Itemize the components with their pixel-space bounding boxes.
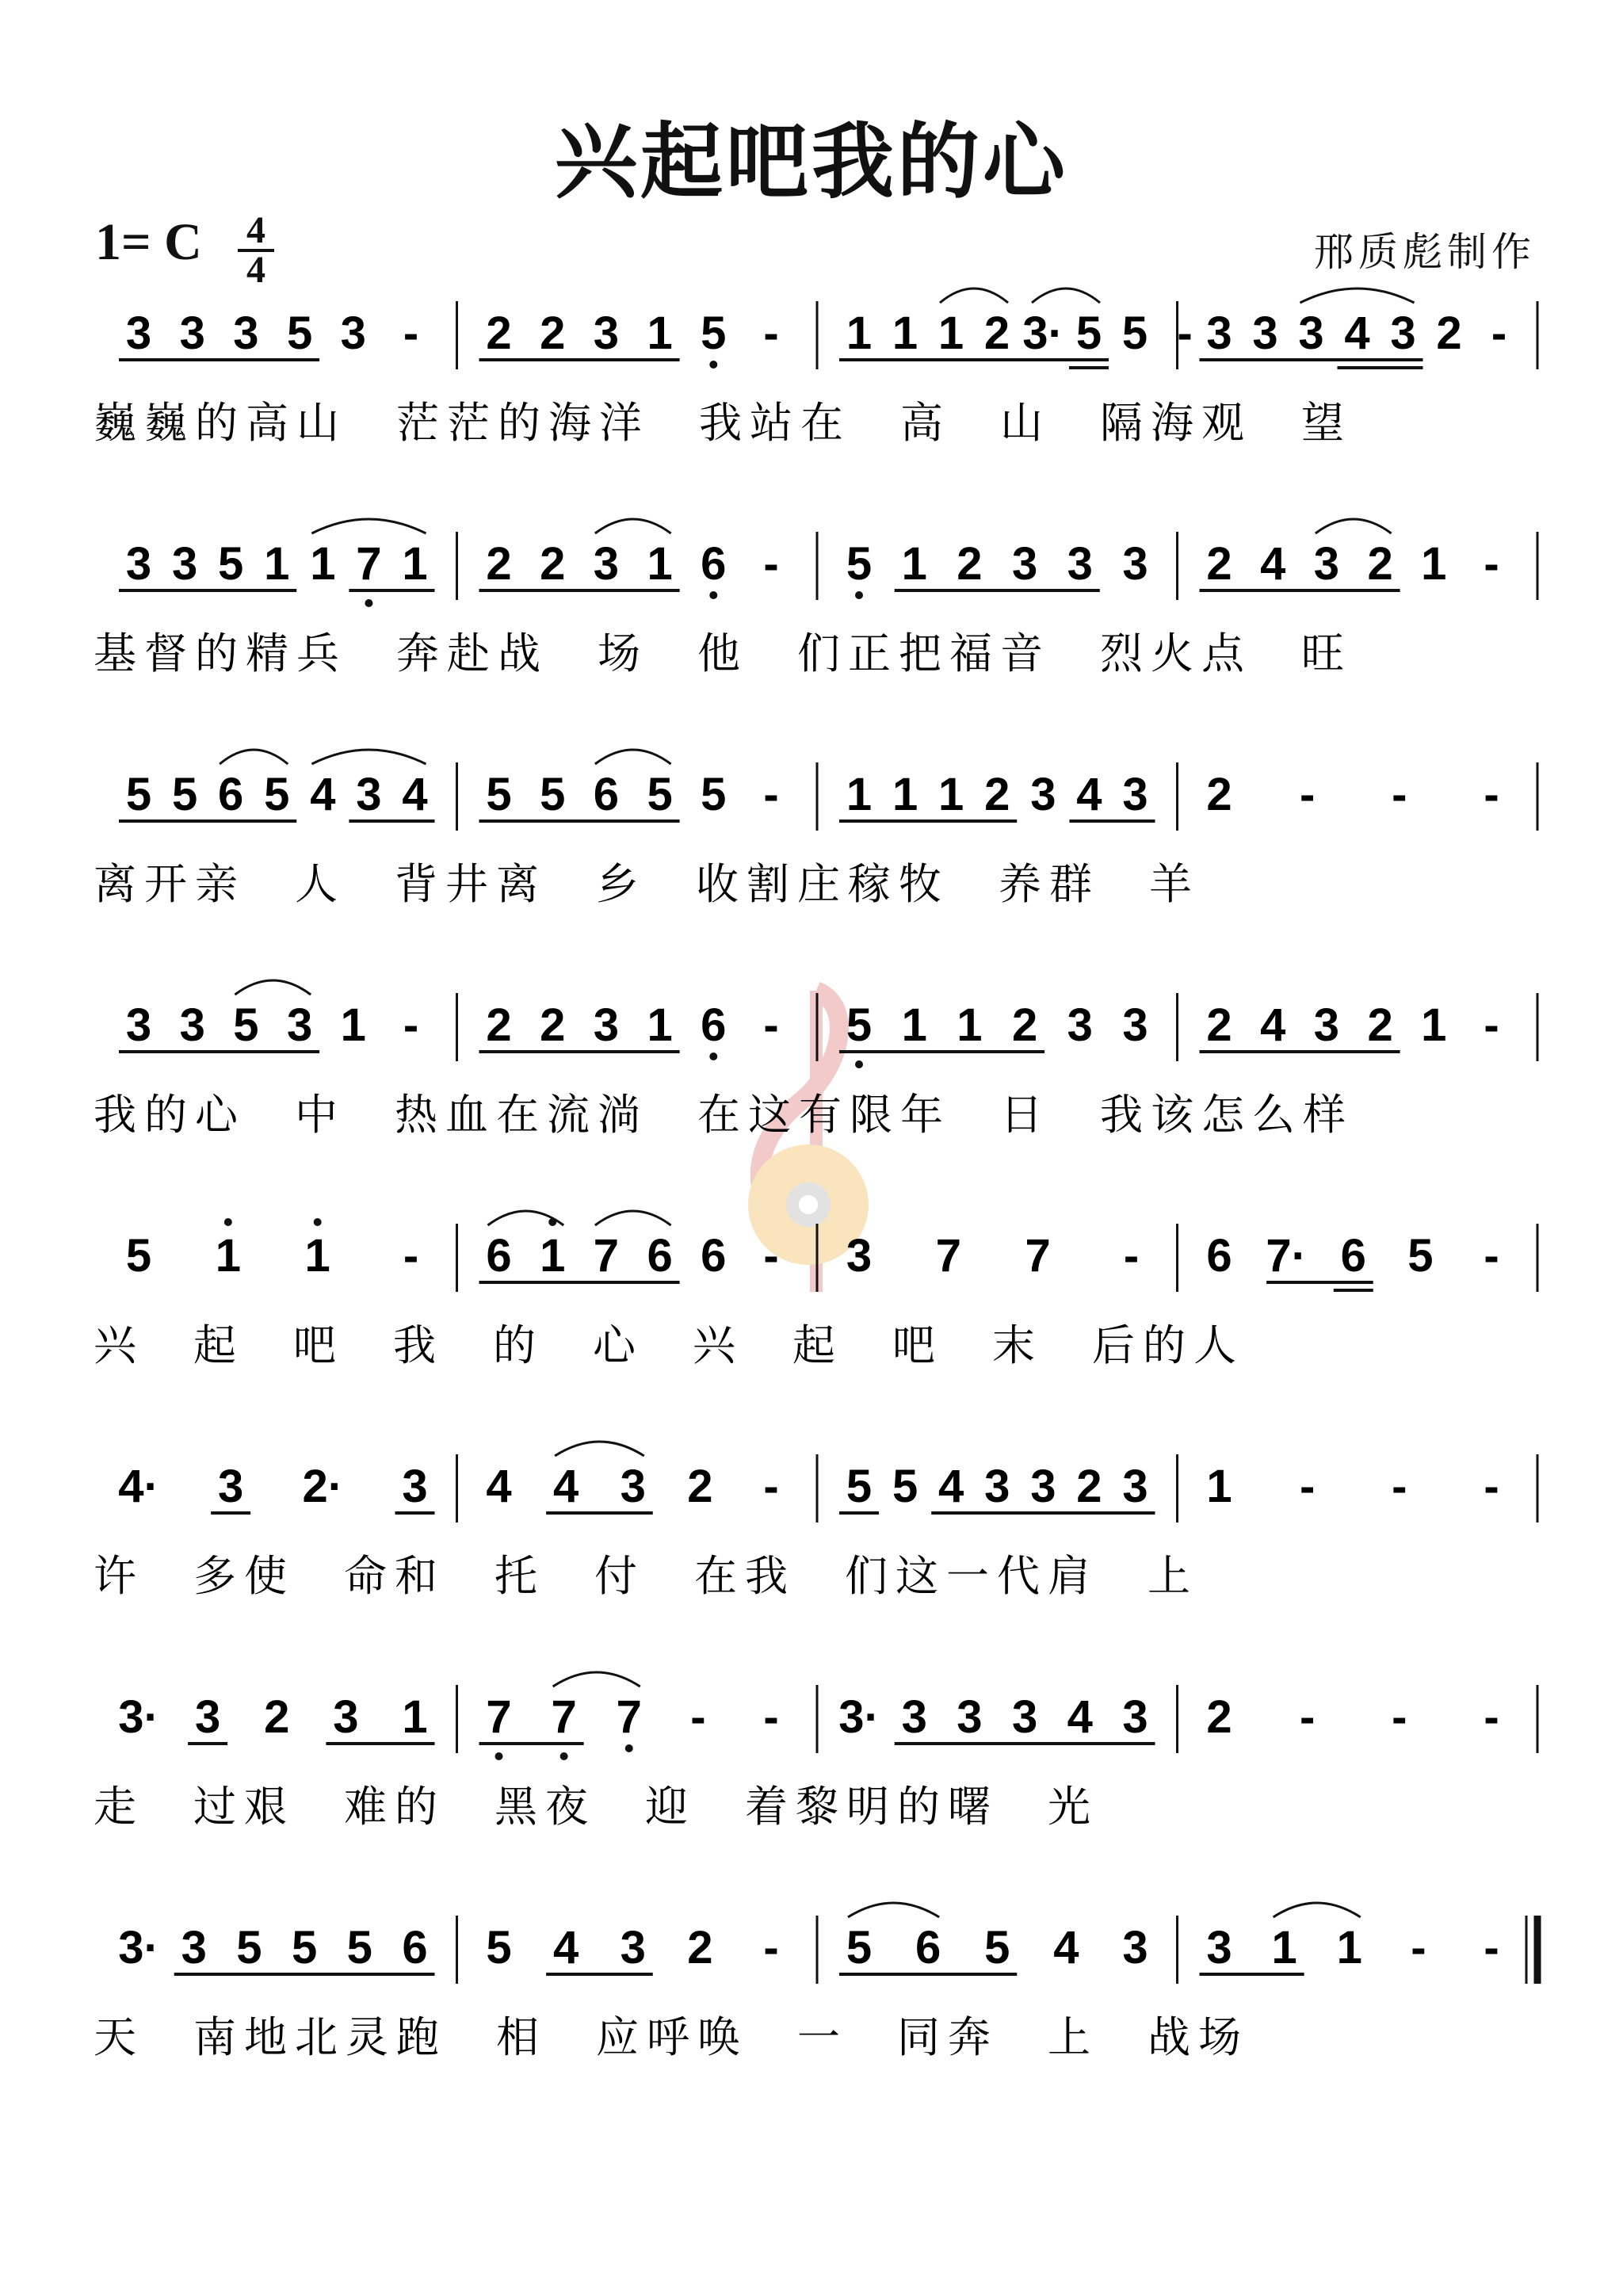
dash-extension: - bbox=[690, 1691, 706, 1743]
dash-extension: - bbox=[763, 999, 779, 1051]
low-octave-dot bbox=[855, 1060, 863, 1068]
lyric-segment: 烈火点 bbox=[1100, 628, 1252, 678]
dash-extension: - bbox=[763, 308, 779, 359]
note-3: 3 bbox=[957, 1691, 983, 1743]
lyric-segment: 我的心 bbox=[94, 1090, 246, 1140]
note-5: 5 bbox=[233, 999, 259, 1051]
note-3: 3 bbox=[286, 999, 313, 1051]
note-3: 3 bbox=[984, 1461, 1010, 1512]
note-2: 2 bbox=[983, 308, 1010, 359]
lyric-segment: 末 bbox=[992, 1320, 1043, 1370]
lyric-segment: 着黎明的曙 bbox=[745, 1782, 999, 1832]
note-7: 7 bbox=[1025, 1230, 1051, 1282]
dash-extension: - bbox=[1484, 1230, 1499, 1282]
lyric-segment: 我站在 bbox=[699, 398, 851, 448]
note-4: 4 bbox=[402, 769, 428, 820]
slur-arc bbox=[553, 1672, 640, 1687]
dash-extension: - bbox=[1491, 308, 1507, 359]
lyric-segment: 人 bbox=[295, 859, 346, 909]
note-3: 3 bbox=[125, 308, 152, 359]
note-5: 5 bbox=[264, 769, 290, 820]
note-5: 5 bbox=[701, 308, 727, 359]
lyric-segment: 应呼唤 bbox=[596, 2012, 748, 2062]
lyric-segment: 走 bbox=[94, 1782, 144, 1832]
lyric-segment: 背井离 bbox=[395, 859, 547, 909]
meter-denominator: 4 bbox=[246, 249, 265, 291]
note-1: 1 bbox=[938, 769, 964, 820]
lyric-segment: 上 bbox=[1048, 2012, 1098, 2062]
dash-extension: - bbox=[1392, 1461, 1407, 1512]
dash-extension: - bbox=[763, 538, 779, 590]
lyric-segment: 一 bbox=[797, 2012, 848, 2062]
lyric-segment: 高 bbox=[900, 398, 951, 448]
note-5: 5 bbox=[846, 999, 873, 1051]
note-3: 3 bbox=[620, 1461, 646, 1512]
note-5: 5 bbox=[346, 1922, 372, 1973]
lyric-segment: 许 bbox=[94, 1551, 144, 1601]
dash-extension: - bbox=[403, 308, 419, 359]
note-3: 3 bbox=[1030, 769, 1056, 820]
note-6: 6 bbox=[402, 1922, 428, 1973]
lyric-segment: 养群 bbox=[999, 859, 1100, 909]
dash-extension: - bbox=[1177, 308, 1193, 359]
lyric-segment: 们这一代肩 bbox=[845, 1551, 1098, 1601]
low-octave-dot bbox=[625, 1744, 633, 1752]
note-5: 5 bbox=[892, 1461, 918, 1512]
note-3: 3 bbox=[233, 308, 259, 359]
note-3: 3 bbox=[1122, 1461, 1148, 1512]
low-octave-dot bbox=[560, 1752, 568, 1760]
lyric-segment: 迎 bbox=[645, 1782, 696, 1832]
note-2: 2 bbox=[540, 538, 566, 590]
note-4·: 4· bbox=[118, 1461, 159, 1512]
note-4: 4 bbox=[1053, 1922, 1079, 1973]
note-7: 7 bbox=[935, 1230, 961, 1282]
note-3: 3 bbox=[593, 999, 620, 1051]
note-5: 5 bbox=[1407, 1230, 1434, 1282]
low-octave-dot bbox=[709, 591, 717, 599]
slur-arc bbox=[595, 750, 671, 764]
lyric-segment: 吧 bbox=[892, 1320, 943, 1370]
note-4: 4 bbox=[552, 1922, 579, 1973]
lyric-segment: 在我 bbox=[694, 1551, 796, 1601]
slur-arc bbox=[940, 288, 1008, 303]
lyric-segment: 南地北灵跑 bbox=[193, 2012, 447, 2062]
note-2: 2 bbox=[486, 538, 512, 590]
note-2: 2 bbox=[486, 308, 512, 359]
lyric-segment: 吧 bbox=[293, 1320, 344, 1370]
dash-extension: - bbox=[763, 1922, 779, 1973]
low-octave-dot bbox=[709, 1052, 717, 1060]
note-6: 6 bbox=[1206, 1230, 1232, 1282]
note-3: 3 bbox=[194, 1691, 221, 1743]
note-5: 5 bbox=[486, 1922, 512, 1973]
note-2: 2 bbox=[1206, 999, 1232, 1051]
lyrics-line bbox=[94, 398, 1352, 448]
note-2·: 2· bbox=[302, 1461, 344, 1512]
lyric-segment: 热血在流淌 bbox=[395, 1090, 648, 1140]
note-4: 4 bbox=[486, 1461, 512, 1512]
lyric-segment: 中 bbox=[295, 1090, 346, 1140]
slur-arc bbox=[311, 750, 426, 764]
lyric-segment: 的 bbox=[493, 1320, 544, 1370]
note-3: 3 bbox=[179, 999, 205, 1051]
lyric-segment: 难的 bbox=[344, 1782, 445, 1832]
note-5: 5 bbox=[291, 1922, 318, 1973]
lyric-segment: 望 bbox=[1301, 398, 1352, 448]
note-2: 2 bbox=[1076, 1461, 1102, 1512]
dash-extension: - bbox=[1300, 769, 1316, 820]
note-2: 2 bbox=[687, 1922, 713, 1973]
dash-extension: - bbox=[403, 1230, 419, 1282]
note-2: 2 bbox=[1206, 538, 1232, 590]
dash-extension: - bbox=[1484, 1461, 1499, 1512]
lyric-segment: 收割庄稼牧 bbox=[696, 859, 949, 909]
lyric-segment: 基督的精兵 bbox=[94, 628, 347, 678]
note-5: 5 bbox=[1121, 308, 1148, 359]
note-1: 1 bbox=[264, 538, 290, 590]
note-2: 2 bbox=[984, 769, 1010, 820]
lyric-segment: 心 bbox=[593, 1320, 643, 1370]
song-title: 兴起吧我的心 bbox=[554, 113, 1068, 210]
lyric-segment: 同奔 bbox=[897, 2012, 999, 2062]
note-2: 2 bbox=[687, 1461, 713, 1512]
note-2: 2 bbox=[264, 1691, 290, 1743]
note-6: 6 bbox=[647, 1230, 673, 1282]
dash-extension: - bbox=[1300, 1461, 1316, 1512]
note-1: 1 bbox=[304, 1230, 330, 1282]
note-3: 3 bbox=[171, 538, 198, 590]
dash-extension: - bbox=[1484, 538, 1499, 590]
lyric-segment: 过艰 bbox=[193, 1782, 295, 1832]
note-3: 3 bbox=[333, 1691, 359, 1743]
slur-arc bbox=[555, 1442, 644, 1456]
dash-extension: - bbox=[763, 1691, 779, 1743]
note-1: 1 bbox=[310, 538, 336, 590]
note-3: 3 bbox=[1313, 999, 1340, 1051]
slur-arc bbox=[311, 519, 426, 533]
note-3: 3 bbox=[340, 308, 366, 359]
note-1: 1 bbox=[901, 999, 927, 1051]
lyric-segment: 兴 bbox=[94, 1320, 144, 1370]
note-1: 1 bbox=[540, 1230, 566, 1282]
note-2: 2 bbox=[1367, 538, 1393, 590]
dash-extension: - bbox=[1484, 769, 1499, 820]
dash-extension: - bbox=[763, 1461, 779, 1512]
lyric-segment: 我该怎么样 bbox=[1100, 1090, 1354, 1140]
note-3·: 3· bbox=[838, 1691, 880, 1743]
dash-extension: - bbox=[763, 769, 779, 820]
lyric-segment: 命和 bbox=[344, 1551, 445, 1601]
lyric-segment: 多使 bbox=[193, 1551, 295, 1601]
lyric-segment: 乡 bbox=[596, 859, 647, 909]
lyric-segment: 羊 bbox=[1149, 859, 1200, 909]
arranger-credit: 邢质彪制作 bbox=[1314, 229, 1536, 275]
note-3: 3 bbox=[1252, 308, 1278, 359]
note-2: 2 bbox=[1436, 308, 1462, 359]
lyrics-line bbox=[94, 859, 1200, 909]
dash-extension: - bbox=[403, 999, 419, 1051]
note-4: 4 bbox=[1260, 538, 1286, 590]
lyric-segment: 后的人 bbox=[1092, 1320, 1244, 1370]
note-3·: 3· bbox=[1022, 308, 1064, 359]
lyric-segment: 他 bbox=[697, 628, 748, 678]
note-3: 3 bbox=[1067, 999, 1093, 1051]
note-5: 5 bbox=[701, 769, 727, 820]
slur-arc bbox=[1316, 519, 1392, 533]
note-3: 3 bbox=[356, 769, 382, 820]
dash-extension: - bbox=[1484, 1922, 1499, 1973]
note-4: 4 bbox=[310, 769, 336, 820]
note-6: 6 bbox=[701, 538, 727, 590]
note-3: 3 bbox=[1206, 308, 1232, 359]
note-3: 3 bbox=[1206, 1922, 1232, 1973]
note-3: 3 bbox=[1390, 308, 1416, 359]
note-5: 5 bbox=[236, 1922, 262, 1973]
note-5: 5 bbox=[984, 1922, 1010, 1973]
meter-numerator: 4 bbox=[238, 212, 274, 252]
note-1: 1 bbox=[1206, 1461, 1232, 1512]
note-5: 5 bbox=[846, 1922, 873, 1973]
lyric-segment: 巍巍的高山 bbox=[94, 398, 347, 448]
note-1: 1 bbox=[901, 538, 927, 590]
note-4: 4 bbox=[1344, 308, 1370, 359]
note-1: 1 bbox=[846, 769, 873, 820]
note-2: 2 bbox=[486, 999, 512, 1051]
note-3: 3 bbox=[179, 308, 205, 359]
lyric-segment: 黑夜 bbox=[495, 1782, 596, 1832]
note-5: 5 bbox=[125, 769, 152, 820]
note-3: 3 bbox=[1011, 538, 1038, 590]
note-3: 3 bbox=[1122, 999, 1148, 1051]
note-6: 6 bbox=[593, 769, 620, 820]
note-4: 4 bbox=[938, 1461, 964, 1512]
note-3: 3 bbox=[593, 308, 620, 359]
note-1: 1 bbox=[647, 308, 673, 359]
note-3·: 3· bbox=[118, 1691, 159, 1743]
note-3: 3 bbox=[1067, 538, 1093, 590]
dash-extension: - bbox=[763, 1230, 779, 1282]
lyrics-line bbox=[94, 2012, 1249, 2062]
lyric-segment: 战场 bbox=[1148, 2012, 1249, 2062]
low-octave-dot bbox=[495, 1752, 503, 1760]
high-octave-dot bbox=[224, 1218, 232, 1226]
note-1: 1 bbox=[402, 538, 428, 590]
note-7: 7 bbox=[593, 1230, 620, 1282]
note-4: 4 bbox=[1260, 999, 1286, 1051]
note-5: 5 bbox=[540, 769, 566, 820]
note-1: 1 bbox=[1336, 1922, 1362, 1973]
lyric-segment: 起 bbox=[792, 1320, 843, 1370]
lyric-segment: 奔赴战 bbox=[396, 628, 548, 678]
note-3: 3 bbox=[593, 538, 620, 590]
lyric-segment: 隔海观 bbox=[1100, 398, 1252, 448]
lyric-segment: 相 bbox=[496, 2012, 547, 2062]
note-3: 3 bbox=[620, 1922, 646, 1973]
note-7: 7 bbox=[616, 1691, 642, 1743]
note-3: 3 bbox=[1298, 308, 1324, 359]
lyrics-line bbox=[94, 1782, 1098, 1832]
lyric-segment: 托 bbox=[495, 1551, 545, 1601]
note-1: 1 bbox=[846, 308, 873, 359]
lyric-segment: 山 bbox=[1000, 398, 1051, 448]
note-7: 7 bbox=[356, 538, 382, 590]
note-1: 1 bbox=[1421, 999, 1447, 1051]
lyric-segment: 起 bbox=[193, 1320, 244, 1370]
note-3: 3 bbox=[846, 1230, 873, 1282]
lyric-segment: 在这有限年 bbox=[697, 1090, 951, 1140]
slur-arc bbox=[235, 980, 311, 995]
note-3: 3 bbox=[125, 538, 152, 590]
lyric-segment: 茫茫的海洋 bbox=[396, 398, 650, 448]
lyric-segment: 离开亲 bbox=[94, 859, 246, 909]
note-3: 3 bbox=[1122, 1922, 1148, 1973]
note-4: 4 bbox=[1067, 1691, 1093, 1743]
low-octave-dot bbox=[709, 361, 717, 369]
lyrics-line bbox=[94, 628, 1352, 678]
note-1: 1 bbox=[647, 999, 673, 1051]
slur-arc bbox=[1032, 288, 1100, 303]
note-5: 5 bbox=[218, 538, 244, 590]
note-5: 5 bbox=[486, 769, 512, 820]
note-1: 1 bbox=[402, 1691, 428, 1743]
note-2: 2 bbox=[540, 999, 566, 1051]
note-5: 5 bbox=[125, 1230, 152, 1282]
note-2: 2 bbox=[1011, 999, 1038, 1051]
note-3: 3 bbox=[1030, 1461, 1056, 1512]
note-1: 1 bbox=[892, 769, 918, 820]
note-3·: 3· bbox=[118, 1922, 159, 1973]
slur-arc bbox=[1300, 288, 1415, 303]
note-6: 6 bbox=[701, 1230, 727, 1282]
note-1: 1 bbox=[1421, 538, 1447, 590]
note-7: 7 bbox=[486, 1691, 512, 1743]
note-5: 5 bbox=[846, 538, 873, 590]
slur-arc bbox=[848, 1903, 939, 1917]
note-4: 4 bbox=[552, 1461, 579, 1512]
note-5: 5 bbox=[846, 1461, 873, 1512]
high-octave-dot bbox=[314, 1218, 322, 1226]
note-3: 3 bbox=[125, 999, 152, 1051]
low-octave-dot bbox=[365, 599, 372, 607]
lyrics-line bbox=[94, 1551, 1198, 1601]
note-2: 2 bbox=[1206, 769, 1232, 820]
note-1: 1 bbox=[938, 308, 964, 359]
note-3: 3 bbox=[1122, 769, 1148, 820]
slur-arc bbox=[220, 750, 288, 764]
lyric-segment: 兴 bbox=[693, 1320, 743, 1370]
lyric-segment: 旺 bbox=[1301, 628, 1352, 678]
note-5: 5 bbox=[1075, 308, 1102, 359]
note-2: 2 bbox=[540, 308, 566, 359]
note-3: 3 bbox=[181, 1922, 207, 1973]
dash-extension: - bbox=[1392, 769, 1407, 820]
low-octave-dot bbox=[855, 591, 863, 599]
note-1: 1 bbox=[647, 538, 673, 590]
note-3: 3 bbox=[1122, 1691, 1148, 1743]
note-1: 1 bbox=[892, 308, 918, 359]
note-2: 2 bbox=[1367, 999, 1393, 1051]
dash-extension: - bbox=[1300, 1691, 1316, 1743]
dash-extension: - bbox=[1123, 1230, 1140, 1282]
note-4: 4 bbox=[1076, 769, 1102, 820]
dash-extension: - bbox=[1484, 1691, 1499, 1743]
note-6: 6 bbox=[486, 1230, 512, 1282]
note-3: 3 bbox=[901, 1691, 927, 1743]
lyric-segment: 们正把福音 bbox=[797, 628, 1051, 678]
lyric-segment: 我 bbox=[393, 1320, 444, 1370]
note-7: 7 bbox=[551, 1691, 577, 1743]
note-1: 1 bbox=[1271, 1922, 1297, 1973]
note-2: 2 bbox=[957, 538, 983, 590]
note-1: 1 bbox=[215, 1230, 241, 1282]
note-3: 3 bbox=[1122, 538, 1148, 590]
dash-extension: - bbox=[1484, 999, 1499, 1051]
lyric-segment: 上 bbox=[1148, 1551, 1198, 1601]
note-5: 5 bbox=[286, 308, 313, 359]
lyric-segment: 场 bbox=[598, 628, 648, 678]
slur-arc bbox=[595, 1211, 671, 1225]
lyric-segment: 天 bbox=[94, 2012, 144, 2062]
dash-extension: - bbox=[1411, 1922, 1426, 1973]
slur-arc bbox=[595, 519, 671, 533]
lyrics-line bbox=[94, 1320, 1244, 1370]
dash-extension: - bbox=[1392, 1691, 1407, 1743]
note-5: 5 bbox=[171, 769, 198, 820]
note-6: 6 bbox=[1340, 1230, 1366, 1282]
note-6: 6 bbox=[701, 999, 727, 1051]
lyrics-line bbox=[94, 1090, 1354, 1140]
note-3: 3 bbox=[218, 1461, 244, 1512]
note-3: 3 bbox=[1313, 538, 1340, 590]
note-6: 6 bbox=[915, 1922, 941, 1973]
lyric-segment: 日 bbox=[1000, 1090, 1051, 1140]
key-signature: 1= C bbox=[95, 213, 202, 271]
slur-arc bbox=[1274, 1903, 1361, 1917]
lyric-segment: 光 bbox=[1048, 1782, 1098, 1832]
note-6: 6 bbox=[218, 769, 244, 820]
lyric-segment: 付 bbox=[594, 1551, 645, 1601]
note-1: 1 bbox=[957, 999, 983, 1051]
note-3: 3 bbox=[402, 1461, 428, 1512]
note-5: 5 bbox=[647, 769, 673, 820]
note-7·: 7· bbox=[1266, 1230, 1307, 1282]
note-3: 3 bbox=[1011, 1691, 1038, 1743]
note-1: 1 bbox=[340, 999, 366, 1051]
note-2: 2 bbox=[1206, 1691, 1232, 1743]
